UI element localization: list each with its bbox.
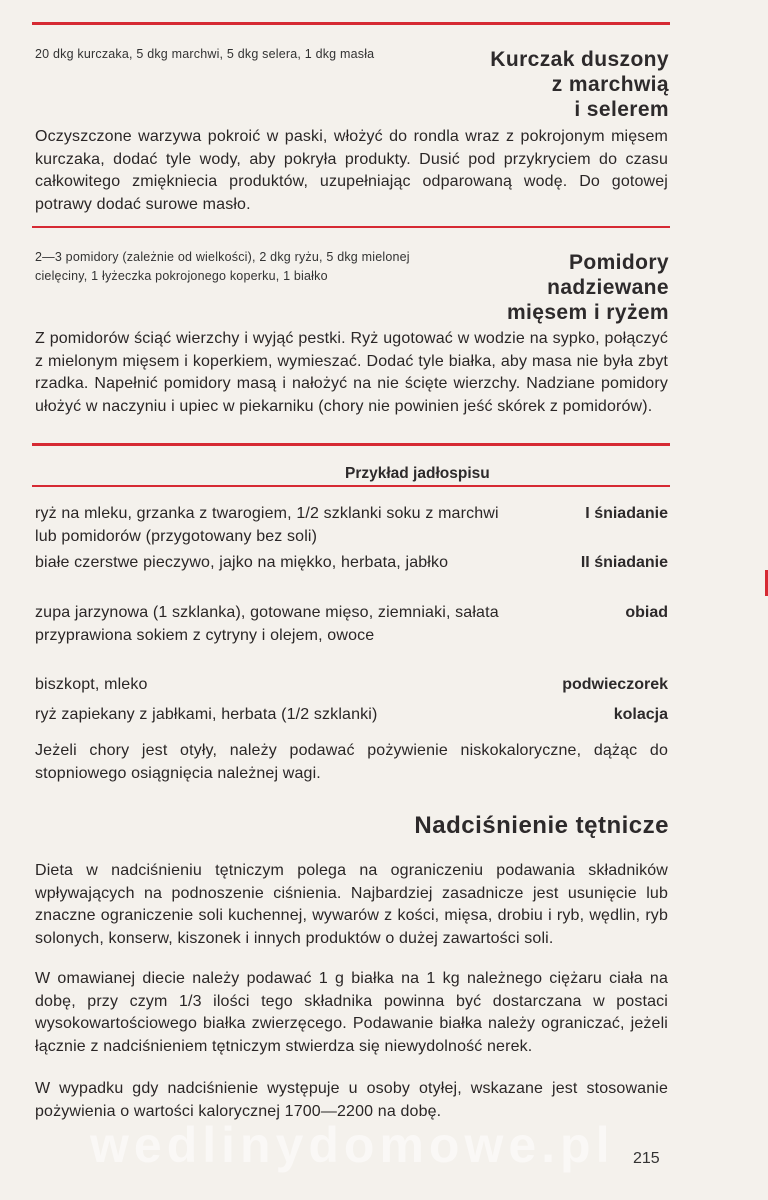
recipe1-title-line: i selerem [574,98,669,121]
section-title: Nadciśnienie tętnicze [414,812,669,839]
recipe1-title [490,47,669,122]
recipe2-title-line: Pomidory [568,251,669,274]
section-paragraph: W omawianej diecie należy podawać 1 g białka na 1 kg należnego ciężaru ciała na dobę, przy czym 1/3 ilości tego składnika powinna być dostarczana w postaci wysokowartościowego białka zwierzęcego. Podawanie białka należy ograniczać, jeżeli łącznie z nadciśnieniem tętniczym stwierdza się niewydolność nerek. [35,970,668,1055]
top-divider [32,22,670,25]
menu-row-label: I śniadanie [585,505,668,522]
recipe2-divider [32,443,670,446]
menu-row-label: kolacja [613,706,668,723]
menu-row-text: ryż zapiekany z jabłkami, herbata (1/2 szklanki) [35,706,378,723]
recipe2-ingredients: 2—3 pomidory (zależnie od wielkości), 2 dkg ryżu, 5 dkg mielonej cielęciny, 1 łyżeczka pokrojonego koperku, 1 białko [35,250,410,283]
recipe1-ingredients: 20 dkg kurczaka, 5 dkg marchwi, 5 dkg selera, 1 dkg masła [35,47,375,61]
recipe2-title-line: mięsem i ryżem [506,301,669,324]
section-paragraph: W wypadku gdy nadciśnienie występuje u osoby otyłej, wskazane jest stosowanie pożywienia o wartości kalorycznej 1700—2200 na dobę. [35,1080,668,1120]
recipe1-title-line: Kurczak duszony [490,48,669,71]
watermark: wedlinydomowe.pl [90,1117,615,1173]
recipe2-title-line: nadziewane [547,276,669,299]
menu-header [32,453,670,487]
recipe2-body: Z pomidorów ściąć wierzchy i wyjąć pestki. Ryż ugotować w wodzie na sypko, połączyć z mielonym mięsem i koperkiem, wymieszać. Dodać tyle białka, aby masa nie była zbyt rzadka. Napełnić pomidory masą i nałożyć na nie ścięte wierzchy. Nadziane pomidory ułożyć w naczyniu i upiec w piekarniku (chory nie powinien jeść skórek z pomidorów). [35,330,668,415]
recipe1-divider [32,226,670,228]
recipe1-body: Oczyszczone warzywa pokroić w paski, włożyć do rondla wraz z pokrojonym mięsem kurczaka, dodać tyle wody, aby pokryła produkty. Dusić pod przykryciem do czasu całkowitego zmiękniecia produktów, uzupełniając odparowaną wodę. Do gotowej potrawy dodać surowe masło. [35,128,668,213]
recipe1-title-line: z marchwią [551,73,669,96]
menu-row-label: II śniadanie [580,554,668,571]
menu-row-text: ryż na mleku, grzanka z twarogiem, 1/2 szklanki soku z marchwi lub pomidorów (przygotowany bez soli) [35,505,499,545]
section-paragraph: Dieta w nadciśnieniu tętniczym polega na ograniczeniu podawania składników wpływających na podnoszenie ciśnienia. Najbardziej zasadnicze jest usunięcie lub znaczne ograniczenie soli kuchennej, wywarów z kości, mięsa, drobiu i ryb, wędlin, ryb solonych, konserw, kiszonek i innych produktów o dużej zawartości soli. [35,862,668,947]
page-number: 215 [633,1150,660,1167]
menu-note: Jeżeli chory jest otyły, należy podawać pożywienie niskokaloryczne, dążąc do stopniowego osiągnięcia należnej wagi. [35,742,668,782]
recipe2-title [507,250,669,325]
menu-header-title: Przykład jadłospisu [345,465,490,482]
menu-row-label: obiad [625,604,668,621]
menu-row-text: biszkopt, mleko [35,676,148,693]
menu-row-label: podwieczorek [562,676,668,693]
menu-row-text: białe czerstwe pieczywo, jajko na miękko, herbata, jabłko [35,554,449,571]
menu-row-text: zupa jarzynowa (1 szklanka), gotowane mięso, ziemniaki, sałata przyprawiona sokiem z cytryny i olejem, owoce [35,604,499,644]
